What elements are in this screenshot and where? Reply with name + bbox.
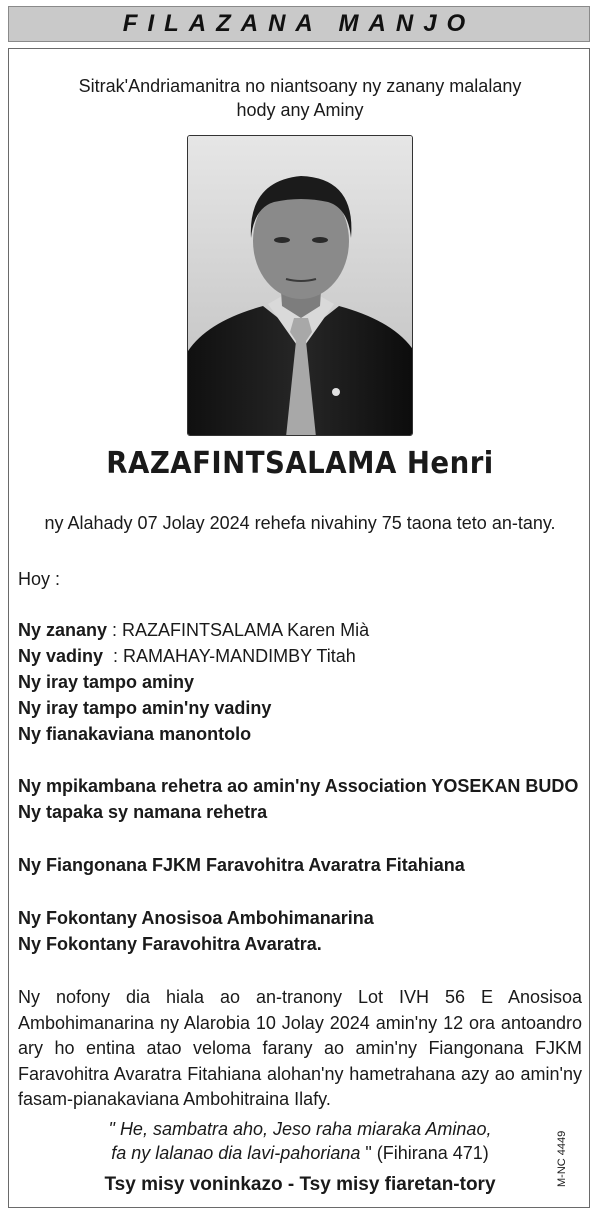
verse-line-1: " He, sambatra aho, Jeso raha miaraka Aminao, [108, 1119, 492, 1139]
association-line: Ny mpikambana rehetra ao amin'ny Association YOSEKAN BUDO [18, 776, 579, 796]
death-date-line: ny Alahady 07 Jolay 2024 rehefa nivahiny 75 taona teto an-tany. [44, 513, 556, 533]
spouse-line [18, 643, 369, 669]
siblings-line: Ny iray tampo aminy [18, 672, 195, 692]
funeral-paragraph: Ny nofony dia hiala ao an-tranony Lot IVH 56 E Anosisoa Ambohimanarina ny Alarobia 10 Jolay 2024 amin'ny 12 ora antoandro ary ho entina atao veloma farany ao amin'ny Fiangonana FJKM Faravohitra Avaratra Fitahiana alohan'ny hametrahana azy ao amin'ny fasam-pianakaviana Ambohitraina Ilafy. [18, 987, 582, 1109]
header-title: FILAZANA MANJO [122, 10, 476, 37]
spouse-label: Ny vadiny [18, 646, 104, 666]
family-list [18, 617, 369, 747]
intro-line-2: hody any Aminy [236, 100, 364, 120]
children-value: : RAZAFINTSALAMA Karen Mià [107, 620, 370, 640]
fokontany-block [18, 905, 374, 957]
closing-line: Tsy misy voninkazo - Tsy misy fiaretan-tory [104, 1174, 496, 1195]
association-block [18, 773, 578, 825]
verse-line-2-text: fa ny lalanao dia lavi-pahoriana [111, 1143, 361, 1163]
portrait-photo [187, 135, 413, 436]
verse-line-2 [0, 1141, 600, 1165]
header-banner [8, 6, 590, 42]
reference-code: M-NC 4449 [556, 1130, 568, 1187]
children-label: Ny zanany [18, 620, 108, 640]
relatives-line: Ny fianakaviana manontolo [18, 724, 252, 744]
portrait-photo-icon [188, 136, 413, 436]
children-line [18, 617, 369, 643]
verse-reference: " (Fihirana 471) [360, 1143, 489, 1163]
fokontany-line-2: Ny Fokontany Faravohitra Avaratra. [18, 934, 322, 954]
verse-quote [0, 1117, 600, 1165]
intro-line-1: Sitrak'Andriamanitra no niantsoany ny zanany malalany [78, 76, 522, 96]
hoy-label: Hoy : [18, 569, 61, 589]
siblings-spouse-line: Ny iray tampo amin'ny vadiny [18, 698, 272, 718]
fokontany-line-1: Ny Fokontany Anosisoa Ambohimanarina [18, 908, 374, 928]
friends-line: Ny tapaka sy namana rehetra [18, 802, 268, 822]
church-line: Ny Fiangonana FJKM Faravohitra Avaratra Fitahiana [18, 855, 465, 875]
deceased-name: RAZAFINTSALAMA Henri [106, 446, 494, 481]
spouse-value: : RAMAHAY-MANDIMBY Titah [103, 646, 356, 666]
intro-text [0, 74, 600, 122]
